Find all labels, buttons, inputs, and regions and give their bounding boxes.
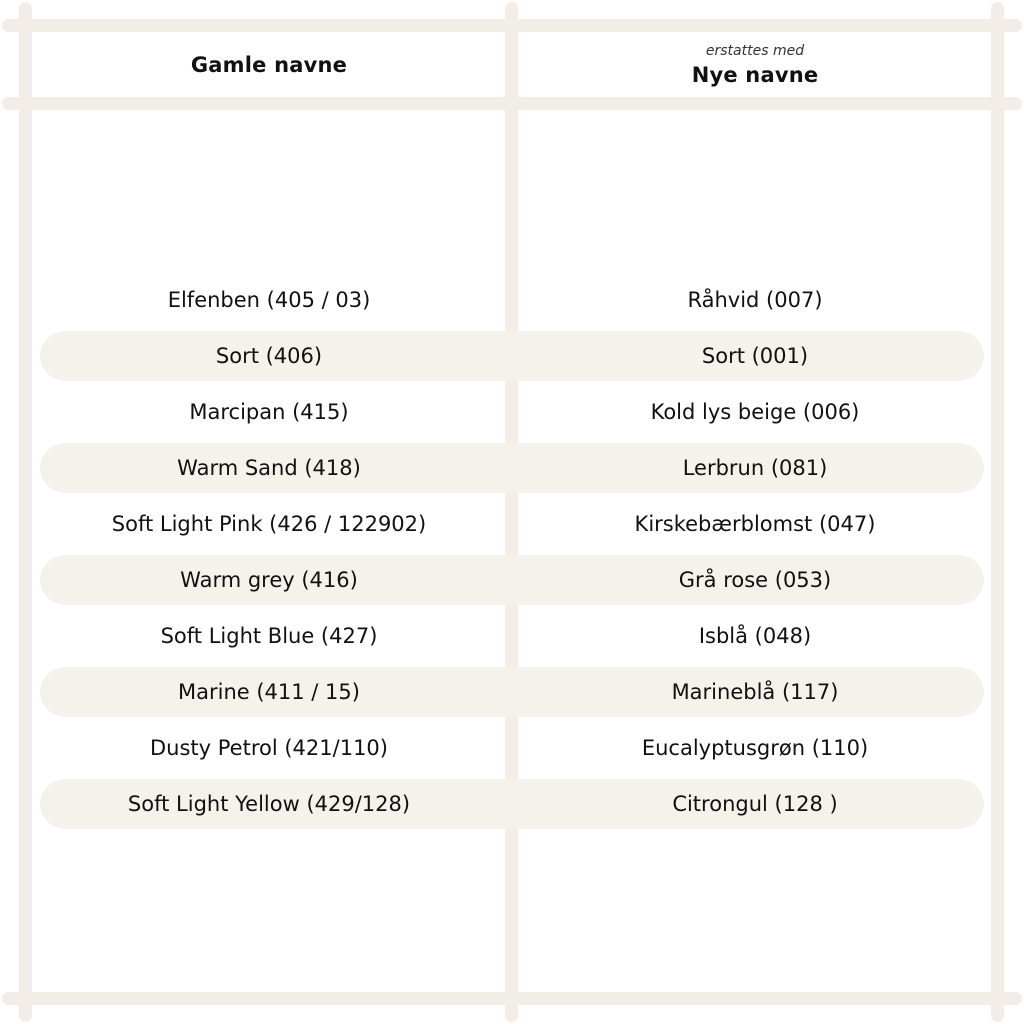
old-name-cell: Elfenben (405 / 03) [167,288,371,312]
new-names-title: Nye navne [691,62,819,87]
new-name-cell: Kirskebærblomst (047) [634,512,876,536]
table-row [0,776,1024,832]
table-row [0,552,1024,608]
new-name-cell: Marineblå (117) [671,680,839,704]
new-names-subtitle: erstattes med [705,42,805,59]
new-name-cell: Sort (001) [701,344,809,368]
table-row [0,608,1024,664]
new-name-cell: Isblå (048) [698,624,812,648]
old-name-cell: Sort (406) [215,344,323,368]
table-row [0,496,1024,552]
old-name-cell: Soft Light Yellow (429/128) [127,792,411,816]
table-row [0,720,1024,776]
new-name-cell: Eucalyptusgrøn (110) [641,736,869,760]
old-name-cell: Marine (411 / 15) [178,680,360,704]
table-row [0,272,1024,328]
new-name-cell: Citrongul (128 ) [672,792,838,816]
table-row [0,384,1024,440]
old-name-cell: Warm Sand (418) [177,456,361,480]
table-row [0,328,1024,384]
new-name-cell: Kold lys beige (006) [650,400,860,424]
new-name-cell: Grå rose (053) [678,568,832,592]
table-header [0,32,1024,97]
table-row [0,440,1024,496]
name-mapping-table [0,272,1024,832]
old-name-cell: Dusty Petrol (421/110) [150,736,388,760]
old-names-title: Gamle navne [190,52,348,77]
header-new-names [512,32,998,97]
new-name-cell: Råhvid (007) [687,288,823,312]
old-name-cell: Soft Light Blue (427) [160,624,378,648]
header-old-names [26,32,512,97]
table-row [0,664,1024,720]
old-name-cell: Soft Light Pink (426 / 122902) [111,512,427,536]
old-name-cell: Warm grey (416) [180,568,358,592]
new-name-cell: Lerbrun (081) [682,456,828,480]
old-name-cell: Marcipan (415) [189,400,349,424]
